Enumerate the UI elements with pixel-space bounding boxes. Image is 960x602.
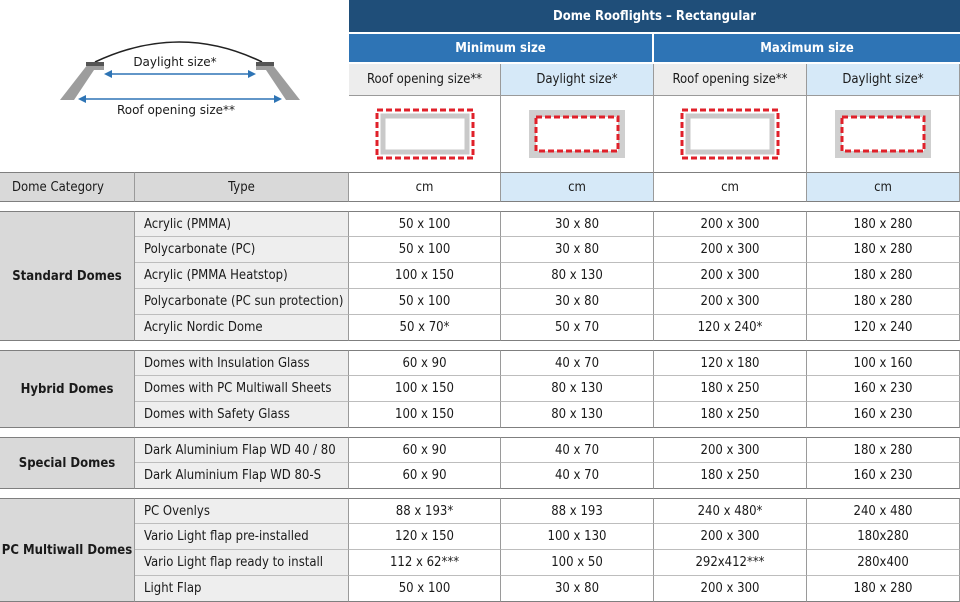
size-value-cell: 180 x 250 — [654, 402, 807, 428]
table-row — [0, 289, 960, 315]
size-value-cell: 292x412*** — [654, 550, 807, 576]
col-min-daylight: Daylight size* — [501, 64, 654, 96]
col-max-roof-opening: Roof opening size** — [654, 64, 807, 96]
size-value-cell: 50 x 70 — [501, 315, 654, 341]
size-value-cell: 30 x 80 — [501, 576, 654, 602]
size-value-cell: 280x400 — [807, 550, 960, 576]
size-value-cell: 200 x 300 — [654, 437, 807, 463]
roof-opening-frame-icon — [680, 108, 780, 160]
roof-opening-frame-icon — [375, 108, 475, 160]
daylight-size-label: Daylight size* — [133, 55, 217, 69]
size-value-cell: 200 x 300 — [654, 237, 807, 263]
type-cell: Domes with PC Multiwall Sheets — [135, 376, 349, 402]
roof-opening-illustration — [349, 96, 501, 172]
size-value-cell: 50 x 70* — [349, 315, 501, 341]
table-row — [0, 315, 960, 341]
type-cell: Light Flap — [135, 576, 349, 602]
size-value-cell: 180x280 — [807, 524, 960, 550]
col-min-roof-opening: Roof opening size** — [349, 64, 501, 96]
size-value-cell: 120 x 240 — [807, 315, 960, 341]
size-value-cell: 88 x 193 — [501, 498, 654, 524]
daylight-illustration-max — [807, 96, 960, 172]
size-value-cell: 180 x 250 — [654, 463, 807, 489]
size-value-cell: 120 x 240* — [654, 315, 807, 341]
minimum-size-header: Minimum size — [349, 34, 654, 64]
dome-category-header: Dome Category — [0, 172, 135, 202]
size-value-cell: 180 x 280 — [807, 237, 960, 263]
size-value-cell: 240 x 480 — [807, 498, 960, 524]
size-value-cell: 50 x 100 — [349, 289, 501, 315]
unit-cell: cm — [349, 172, 501, 202]
roof-opening-illustration-max — [654, 96, 807, 172]
type-cell: Vario Light flap ready to install — [135, 550, 349, 576]
size-value-cell: 50 x 100 — [349, 211, 501, 237]
dome-category-cell: Standard Domes — [0, 211, 135, 341]
table-row — [0, 463, 960, 489]
size-value-cell: 200 x 300 — [654, 211, 807, 237]
size-value-cell: 180 x 280 — [807, 289, 960, 315]
type-cell: Acrylic (PMMA Heatstop) — [135, 263, 349, 289]
size-value-cell: 100 x 130 — [501, 524, 654, 550]
size-value-cell: 100 x 150 — [349, 402, 501, 428]
size-value-cell: 180 x 280 — [807, 211, 960, 237]
unit-cell: cm — [654, 172, 807, 202]
size-value-cell: 160 x 230 — [807, 402, 960, 428]
table-row — [0, 350, 960, 376]
size-value-cell: 100 x 50 — [501, 550, 654, 576]
table-row — [0, 437, 960, 463]
size-value-cell: 88 x 193* — [349, 498, 501, 524]
size-value-cell: 112 x 62*** — [349, 550, 501, 576]
daylight-illustration — [501, 96, 654, 172]
size-value-cell: 50 x 100 — [349, 576, 501, 602]
size-value-cell: 60 x 90 — [349, 350, 501, 376]
size-value-cell: 120 x 180 — [654, 350, 807, 376]
table-row — [0, 524, 960, 550]
daylight-frame-icon — [527, 108, 627, 160]
unit-cell: cm — [807, 172, 960, 202]
size-value-cell: 30 x 80 — [501, 237, 654, 263]
roof-opening-size-label: Roof opening size** — [116, 103, 236, 117]
col-max-daylight: Daylight size* — [807, 64, 960, 96]
type-cell: Acrylic Nordic Dome — [135, 315, 349, 341]
table-title: Dome Rooflights – Rectangular — [349, 0, 960, 34]
dome-category-cell: PC Multiwall Domes — [0, 498, 135, 602]
type-cell: Polycarbonate (PC) — [135, 237, 349, 263]
size-value-cell: 100 x 150 — [349, 263, 501, 289]
table-row — [0, 402, 960, 428]
size-value-cell: 80 x 130 — [501, 376, 654, 402]
table-row — [0, 263, 960, 289]
size-value-cell: 160 x 230 — [807, 463, 960, 489]
type-cell: Dark Aluminium Flap WD 40 / 80 — [135, 437, 349, 463]
type-cell: Domes with Insulation Glass — [135, 350, 349, 376]
size-value-cell: 200 x 300 — [654, 289, 807, 315]
size-value-cell: 180 x 280 — [807, 576, 960, 602]
size-value-cell: 200 x 300 — [654, 576, 807, 602]
size-value-cell: 40 x 70 — [501, 350, 654, 376]
type-cell: Dark Aluminium Flap WD 80-S — [135, 463, 349, 489]
size-value-cell: 180 x 280 — [807, 437, 960, 463]
type-cell: Vario Light flap pre-installed — [135, 524, 349, 550]
table-row — [0, 550, 960, 576]
type-cell: Domes with Safety Glass — [135, 402, 349, 428]
type-cell: Polycarbonate (PC sun protection) — [135, 289, 349, 315]
type-cell: Acrylic (PMMA) — [135, 211, 349, 237]
size-value-cell: 60 x 90 — [349, 437, 501, 463]
size-value-cell: 120 x 150 — [349, 524, 501, 550]
table-row — [0, 376, 960, 402]
table-row — [0, 498, 960, 524]
table-row — [0, 211, 960, 237]
size-value-cell: 200 x 300 — [654, 263, 807, 289]
maximum-size-header: Maximum size — [654, 34, 960, 64]
dome-cross-section-diagram — [0, 0, 345, 175]
size-value-cell: 30 x 80 — [501, 289, 654, 315]
size-value-cell: 80 x 130 — [501, 402, 654, 428]
size-value-cell: 160 x 230 — [807, 376, 960, 402]
size-value-cell: 40 x 70 — [501, 463, 654, 489]
size-value-cell: 240 x 480* — [654, 498, 807, 524]
dome-category-cell: Special Domes — [0, 437, 135, 489]
size-value-cell: 40 x 70 — [501, 437, 654, 463]
size-value-cell: 180 x 280 — [807, 263, 960, 289]
size-value-cell: 50 x 100 — [349, 237, 501, 263]
size-value-cell: 180 x 250 — [654, 376, 807, 402]
size-value-cell: 200 x 300 — [654, 524, 807, 550]
table-row — [0, 576, 960, 602]
size-value-cell: 80 x 130 — [501, 263, 654, 289]
unit-cell: cm — [501, 172, 654, 202]
table-row — [0, 237, 960, 263]
size-value-cell: 100 x 150 — [349, 376, 501, 402]
size-value-cell: 100 x 160 — [807, 350, 960, 376]
type-cell: PC Ovenlys — [135, 498, 349, 524]
type-header: Type — [135, 172, 349, 202]
size-value-cell: 60 x 90 — [349, 463, 501, 489]
daylight-frame-icon — [833, 108, 933, 160]
dome-category-cell: Hybrid Domes — [0, 350, 135, 428]
size-value-cell: 30 x 80 — [501, 211, 654, 237]
